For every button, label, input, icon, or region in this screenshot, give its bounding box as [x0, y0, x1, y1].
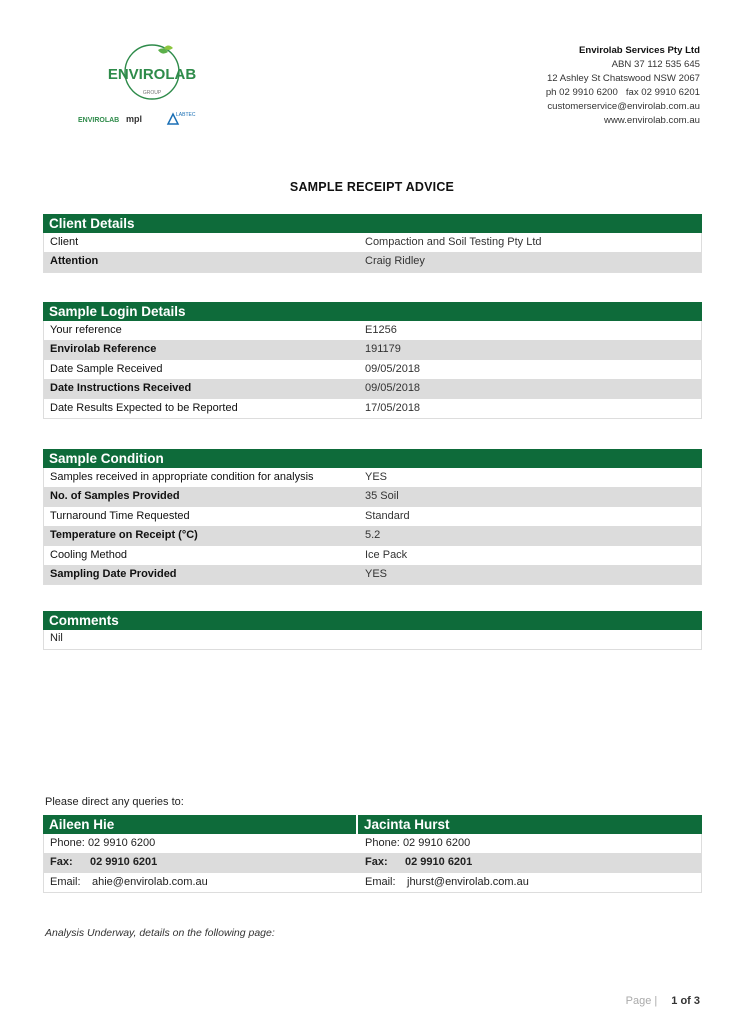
- fax-value: 02 9910 6201: [90, 856, 158, 869]
- contacts-table: [43, 815, 702, 893]
- row-value: Craig Ridley: [365, 255, 425, 268]
- row-label: Date Results Expected to be Reported: [50, 401, 238, 414]
- footer-note: Analysis Underway, details on the following page:: [45, 927, 275, 939]
- row-label: Date Sample Received: [50, 362, 163, 375]
- company-phone-fax: ph 02 9910 6200 fax 02 9910 6201: [545, 87, 700, 98]
- row-label: No. of Samples Provided: [50, 490, 180, 503]
- query-text: Please direct any queries to:: [45, 796, 184, 808]
- section-heading: Client Details: [43, 214, 702, 233]
- company-name: Envirolab Services Pty Ltd: [578, 45, 700, 56]
- phone-label: Phone:: [365, 837, 400, 849]
- login-details-table: [43, 302, 702, 419]
- comments-text: Nil: [43, 630, 702, 650]
- company-logo: [78, 42, 218, 130]
- row-value: Ice Pack: [365, 548, 408, 561]
- company-web: www.envirolab.com.au: [604, 115, 700, 126]
- row-label: Sampling Date Provided: [50, 567, 177, 580]
- logo-sub3: LABTEC: [176, 112, 196, 118]
- row-value: YES: [365, 471, 388, 483]
- row-value: YES: [365, 567, 388, 580]
- contact-name-right: Jacinta Hurst: [358, 815, 702, 834]
- logo-sub2: mpl: [126, 114, 143, 124]
- company-info: [546, 44, 700, 128]
- row-label: Temperature on Receipt (°C): [50, 529, 198, 542]
- email-label: Email:: [365, 875, 396, 888]
- row-value: 191179: [365, 343, 401, 356]
- row-label: Client: [50, 236, 79, 248]
- table-row: [43, 853, 702, 872]
- page-label: Page |: [625, 995, 658, 1007]
- row-label: Turnaround Time Requested: [50, 509, 190, 522]
- table-row: [43, 507, 702, 526]
- table-row: [43, 233, 702, 252]
- row-value: Standard: [365, 509, 410, 522]
- row-label: Attention: [50, 255, 99, 268]
- logo-group: GROUP: [142, 90, 162, 96]
- company-email: customerservice@envirolab.com.au: [547, 101, 700, 112]
- company-abn: ABN 37 112 535 645: [611, 59, 700, 70]
- table-row: [43, 360, 702, 379]
- row-label: Cooling Method: [50, 548, 128, 561]
- table-row: [43, 340, 702, 359]
- table-row: [43, 379, 702, 398]
- table-row: [43, 487, 702, 506]
- row-label: Your reference: [50, 324, 122, 336]
- section-heading: Sample Condition: [43, 449, 702, 468]
- table-row: [43, 526, 702, 545]
- phone-label: Phone:: [50, 837, 85, 849]
- row-label: Date Instructions Received: [50, 382, 192, 395]
- table-row: [43, 834, 702, 853]
- fax-value: 02 9910 6201: [405, 856, 473, 869]
- page-indicator: [626, 995, 700, 1007]
- page-number: 1 of 3: [671, 995, 700, 1007]
- table-row: [43, 252, 702, 272]
- section-heading: Comments: [43, 611, 702, 630]
- row-value: 35 Soil: [365, 490, 399, 503]
- fax-label: Fax:: [50, 856, 73, 869]
- table-row: [43, 468, 702, 487]
- table-row: [43, 565, 702, 585]
- row-value: Compaction and Soil Testing Pty Ltd: [365, 236, 542, 248]
- fax-label: Fax:: [365, 856, 388, 869]
- logo-brand: ENVIROLAB: [107, 66, 197, 83]
- row-label: Samples received in appropriate condition for analysis: [50, 471, 314, 483]
- email-value[interactable]: ahie@envirolab.com.au: [92, 875, 208, 888]
- row-value: 09/05/2018: [365, 382, 421, 395]
- phone-value: 02 9910 6200: [402, 837, 471, 849]
- contact-name-left: Aileen Hie: [43, 815, 358, 834]
- email-value[interactable]: jhurst@envirolab.com.au: [407, 875, 529, 888]
- row-value: 5.2: [365, 529, 381, 542]
- table-row: [43, 546, 702, 565]
- page-title: SAMPLE RECEIPT ADVICE: [289, 180, 455, 194]
- company-address: 12 Ashley St Chatswood NSW 2067: [546, 73, 700, 84]
- table-row: [43, 399, 702, 419]
- row-value: 17/05/2018: [365, 401, 421, 414]
- phone-value: 02 9910 6200: [87, 837, 156, 849]
- comments-section: [43, 611, 702, 650]
- logo-sub1: ENVIROLAB: [78, 117, 120, 124]
- row-value: E1256: [365, 324, 397, 336]
- row-label: Envirolab Reference: [50, 343, 157, 356]
- table-row: [43, 321, 702, 340]
- client-details-table: [43, 214, 702, 273]
- section-heading: Sample Login Details: [43, 302, 702, 321]
- row-value: 09/05/2018: [365, 362, 421, 375]
- sample-condition-table: [43, 449, 702, 585]
- email-label: Email:: [50, 875, 81, 888]
- table-row: [43, 873, 702, 893]
